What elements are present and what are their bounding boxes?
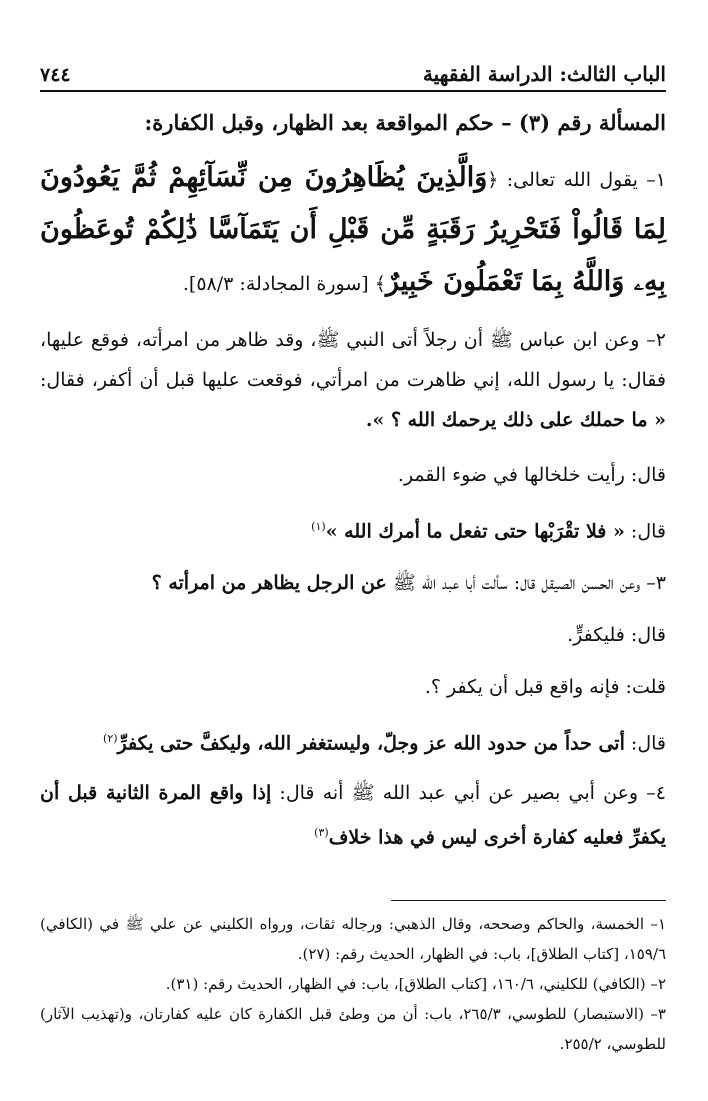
footnote-ref-1[interactable]: (١) — [311, 520, 326, 533]
ibn-abbas-question-label: فقال: — [40, 369, 85, 391]
page-number: ٧٤٤ — [40, 64, 71, 86]
answer-line-3: قال: فليكفرٍّ. — [567, 624, 666, 647]
ibn-abbas-text: ٢– وعن ابن عباس ﷺ أن رجلاً أتى النبي ﷺ، وقد ظاهر من امرأته، فوقع عليها، فقال: يا رسول الله، إني ظاهرت من امرأتي، فوقعت عليها قبل أن أكفر، — [40, 329, 666, 391]
prophet-answer: « فلا تقْرَبْها حتى تفعل ما أمرك الله » — [325, 520, 625, 543]
quran-intro: ١– يقول الله تعالى: ﴿ — [487, 169, 666, 191]
hasan-text: ٣– وعن الحسن الصيقل قال: سألت أبا عبد الله ﷺ — [386, 572, 666, 595]
issue-title: المسألة رقم (٣) – حكم المواقعة بعد الظهار، وقبل الكفارة: — [144, 110, 666, 135]
paragraph-quran — [40, 152, 666, 308]
answer-line-4 — [40, 722, 666, 760]
answer-label: قال: — [624, 520, 666, 543]
paragraph-ibn-abbas — [40, 320, 666, 440]
question-line: قلت: فإنه واقع قبل أن يكفر ؟. — [424, 676, 666, 699]
paragraph-abu-basir — [40, 773, 666, 857]
answer-line-2 — [40, 510, 666, 548]
paragraph-hasan — [40, 566, 666, 600]
footnote-1: ١– الخمسة، والحاكم وصححه، وقال الذهبي: ورجاله ثقات، ورواه الكليني عن علي ﷺ في (الكافي) ١٥٩/٦، [كتاب الطلاق]، باب: في الظهار، الحديث رقم: (٢٧). — [40, 915, 666, 963]
imam-answer: أتى حداً من حدود الله عز وجلّ، وليستغفر الله، وليكفَّ حتى يكفرِّ — [117, 732, 625, 755]
footnote-ref-3[interactable]: (٣) — [314, 825, 329, 839]
hasan-question: عن الرجل يظاهر من امرأته ؟ — [151, 572, 387, 595]
ibn-abbas-question: « ما حملك على ذلك يرحمك الله ؟ ». — [365, 409, 666, 431]
footnotes — [40, 900, 666, 1059]
answer-line-1: قال: رأيت خلخالها في ضوء القمر. — [397, 464, 666, 486]
abu-basir-ruling: إذا واقع المرة الثانية قبل أن يكفرِّ فعليه كفارة أخرى ليس في هذا خلاف — [40, 781, 666, 848]
abu-basir-text: ٤– وعن أبي بصير عن أبي عبد الله ﷺ أنه قال: — [271, 781, 666, 804]
chapter-title: الباب الثالث: الدراسة الفقهية — [422, 62, 666, 86]
running-header — [40, 62, 666, 92]
footnote-2: ٢– (الكافي) للكليني، ١٦٠/٦، [كتاب الطلاق]، باب: في الظهار، الحديث رقم: (٣١). — [165, 975, 666, 993]
footnote-divider — [391, 900, 666, 901]
footnote-3: ٣– (الاستبصار) للطوسي، ٢٦٥/٣، باب: أن من وطئ قبل الكفارة كان عليه كفارتان، و(تهذيب الآثار) للطوسي، ٢٥٥/٢. — [40, 1005, 666, 1053]
answer-label-2: قال: — [624, 732, 666, 755]
footnote-ref-2[interactable]: (٢) — [103, 732, 118, 746]
quran-verse: وَالَّذِينَ يُظَاهِرُونَ مِن نِّسَآئِهِمْ ثُمَّ يَعُودُونَ لِمَا قَالُواْ فَتَحْرِيرُ رَقَبَةٍ مِّن قَبْلِ أَن يَتَمَآسَّا ذَٰلِكُمْ تُوعَظُونَ بِهِۦ وَاللَّهُ بِمَا تَعْمَلُونَ خَبِيرٌ — [40, 162, 666, 297]
quran-reference: ﴾ [سورة المجادلة: ٥٨/٣]. — [182, 273, 386, 295]
